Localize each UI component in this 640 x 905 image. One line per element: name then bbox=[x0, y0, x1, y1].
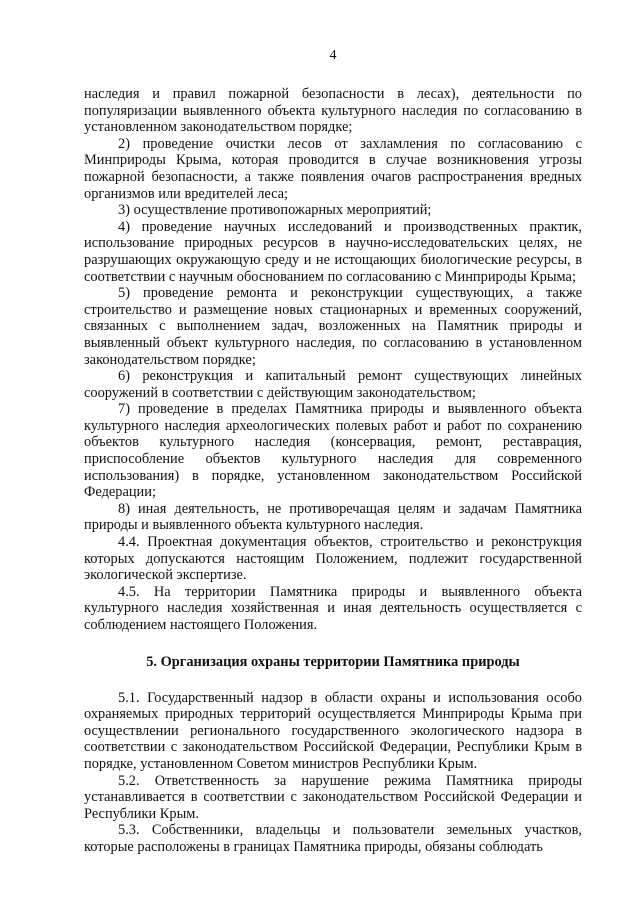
paragraph-item-6: 6) реконструкция и капитальный ремонт существующих линейных сооружений в соответствии с действующим законодательством; bbox=[84, 368, 582, 401]
paragraph-item-7: 7) проведение в пределах Памятника природы и выявленного объекта культурного наследия археологических полевых работ и работ по сохранению объектов культурного наследия (консервация, ремонт, реставрация, приспособление объектов культурного наследия для современного использования) в порядке, установленном законодательством Российской Федерации; bbox=[84, 401, 582, 501]
paragraph-item-5: 5) проведение ремонта и реконструкции существующих, а также строительство и размещение новых стационарных и временных сооружений, связанных с выполнением задач, возложенных на Памятник природы и выявленный объект культурного наследия, по согласованию в установленном законодательством порядке; bbox=[84, 285, 582, 368]
section-title: 5. Организация охраны территории Памятника природы bbox=[146, 653, 520, 670]
paragraph-item-8: 8) иная деятельность, не противоречащая целям и задачам Памятника природы и выявленного объекта культурного наследия. bbox=[84, 500, 582, 534]
paragraph-5-1: 5.1. Государственный надзор в области охраны и использования особо охраняемых природных территорий осуществляется Минприроды Крыма при осуществлении регионального государственного экологического надзора в соответствии с законодательством Российской Федерации, Республики Крым в порядке, установленном Советом министров Республики Крым. bbox=[84, 689, 582, 772]
paragraph-item-2: 2) проведение очистки лесов от захламления по согласованию с Минприроды Крыма, которая проводится в случае возникновения угрозы пожарной безопасности, а также появления очагов распространения вредных организмов или вредителей леса; bbox=[84, 135, 582, 202]
paragraph-item-4: 4) проведение научных исследований и производственных практик, использование природных ресурсов в научно-исследовательских целях, не разрушающих окружающую среду и не истощающих биологические ресурсы, в соответствии с научным обоснованием по согласованию с Минприроды Крыма; bbox=[84, 218, 582, 285]
paragraph-5-3: 5.3. Собственники, владельцы и пользователи земельных участков, которые расположены в границах Памятника природы, обязаны соблюдать bbox=[84, 822, 582, 855]
paragraph-5-2: 5.2. Ответственность за нарушение режима Памятника природы устанавливается в соответствии с законодательством Российской Федерации и Республики Крым. bbox=[84, 772, 582, 822]
paragraph-continuation: наследия и правил пожарной безопасности в лесах), деятельности по популяризации выявленного объекта культурного наследия по согласованию в установленном законодательством порядке; bbox=[84, 86, 582, 136]
paragraph-item-3: 3) осуществление противопожарных мероприятий; bbox=[118, 202, 432, 219]
paragraph-4-4: 4.4. Проектная документация объектов, строительство и реконструкция которых допускаются настоящим Положением, подлежит государственной экологической экспертизе. bbox=[84, 534, 582, 584]
page-number: 4 bbox=[329, 48, 337, 63]
paragraph-4-5: 4.5. На территории Памятника природы и выявленного объекта культурного наследия хозяйственная и иная деятельность осуществляется с соблюдением настоящего Положения. bbox=[84, 583, 582, 633]
